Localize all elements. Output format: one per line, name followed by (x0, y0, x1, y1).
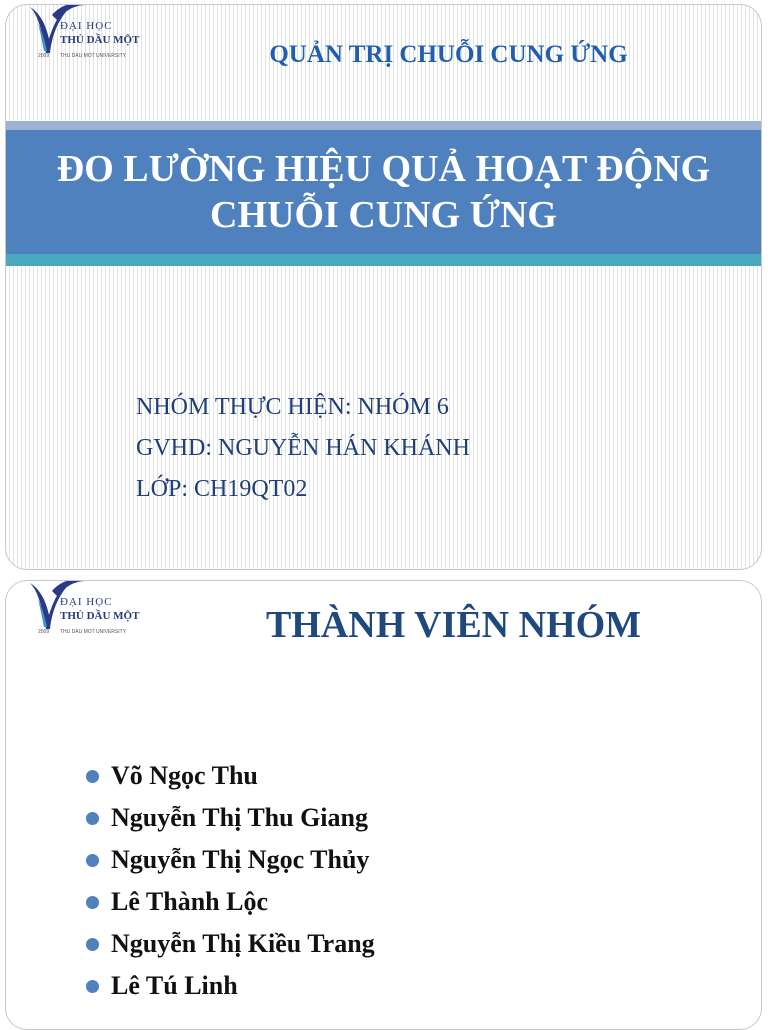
logo-year: 2009 (38, 629, 50, 635)
group-line: NHÓM THỰC HIỆN: NHÓM 6 (136, 394, 449, 420)
list-item (86, 881, 375, 923)
member-name: Võ Ngọc Thu (111, 761, 258, 790)
course-title: QUẢN TRỊ CHUỖI CUNG ỨNG (269, 41, 628, 68)
presentation-title (51, 146, 716, 238)
member-name: Lê Thành Lộc (111, 887, 269, 916)
logo-year: 2009 (38, 53, 50, 59)
title-band-bottom-stripe (6, 254, 761, 266)
logo-tagline: THU DAU MOT UNIVERSITY (60, 629, 127, 635)
member-list (86, 755, 375, 1007)
bullet-icon (86, 770, 99, 783)
title-band-top-stripe (6, 121, 761, 130)
presentation-title-line1: ĐO LƯỜNG HIỆU QUẢ HOẠT ĐỘNG (56, 148, 711, 190)
university-logo (28, 4, 140, 65)
advisor-line: GVHD: NGUYỄN HÁN KHÁNH (136, 435, 470, 461)
logo-text-line1: ĐẠI HỌC (60, 20, 113, 32)
list-item (86, 965, 375, 1007)
list-item (86, 923, 375, 965)
member-name: Nguyễn Thị Thu Giang (111, 803, 368, 832)
logo-text-line2: THỦ DẦU MỘT (60, 34, 140, 46)
member-name: Nguyễn Thị Kiều Trang (111, 929, 375, 958)
bullet-icon (86, 854, 99, 867)
logo-tagline: THU DAU MOT UNIVERSITY (60, 53, 127, 59)
member-name: Lê Tú Linh (111, 971, 238, 1000)
bullet-icon (86, 938, 99, 951)
title-band (6, 130, 761, 254)
list-item (86, 797, 375, 839)
class-line: LỚP: CH19QT02 (136, 476, 308, 502)
bullet-icon (86, 812, 99, 825)
university-logo (28, 580, 140, 641)
bullet-icon (86, 980, 99, 993)
bullet-icon (86, 896, 99, 909)
logo-text-line2: THỦ DẦU MỘT (60, 610, 140, 622)
list-item (86, 839, 375, 881)
list-item (86, 755, 375, 797)
title-slide (5, 4, 762, 570)
presentation-title-line2: CHUỖI CUNG ỨNG (210, 194, 557, 236)
members-slide (5, 580, 762, 1030)
members-title: THÀNH VIÊN NHÓM (265, 604, 642, 646)
presentation-info (136, 387, 470, 510)
member-name: Nguyễn Thị Ngọc Thủy (111, 845, 370, 874)
logo-text-line1: ĐẠI HỌC (60, 596, 113, 608)
